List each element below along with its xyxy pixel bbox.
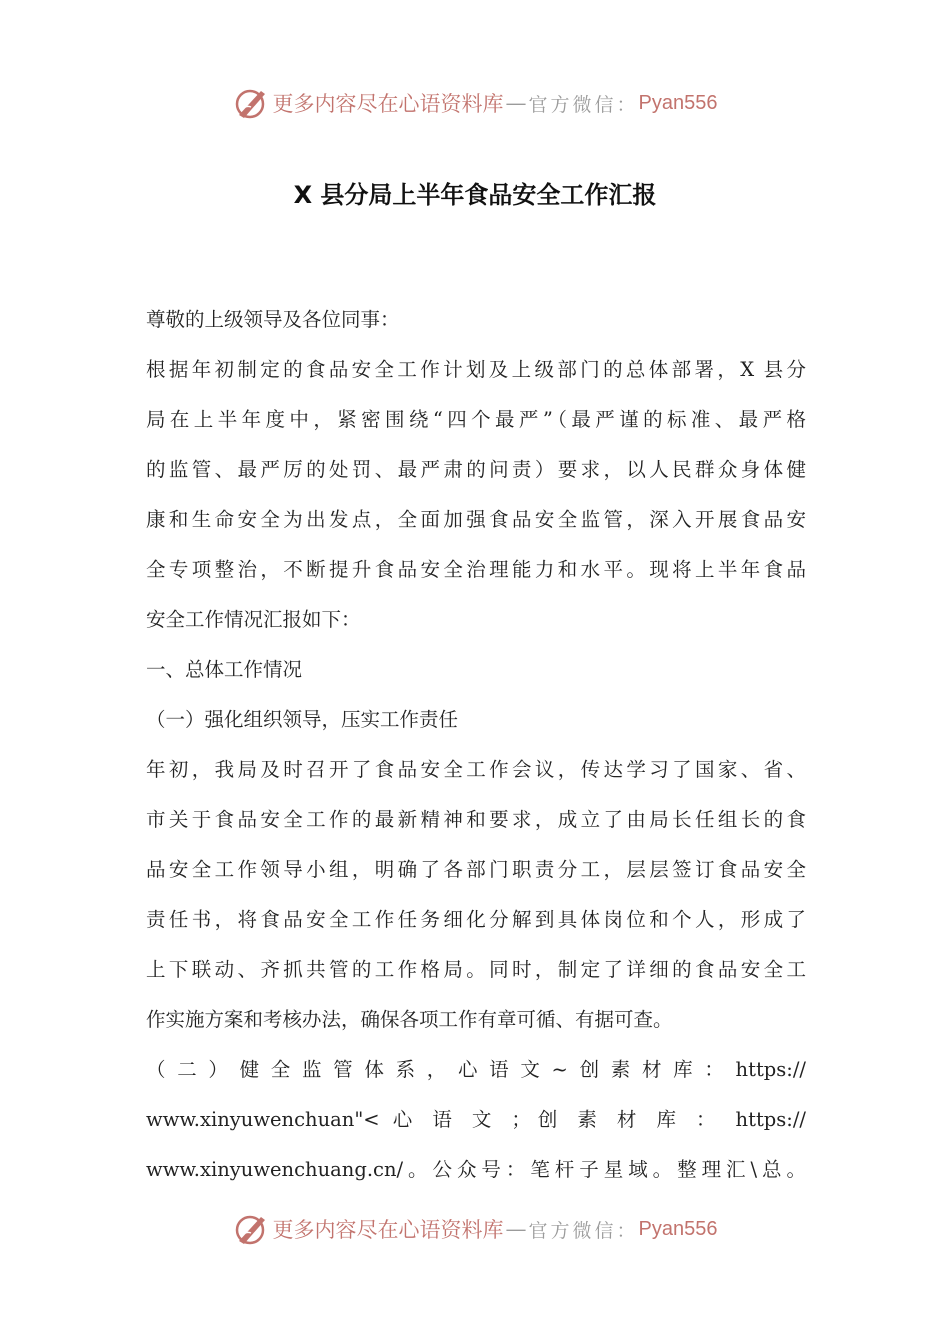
pen-logo-icon <box>233 1211 269 1247</box>
paragraph-line: www.xinyuwenchuan"< 心 语 文 ；创 素 材 库 ： https:// <box>146 1108 806 1131</box>
paragraph-line: 根据年初制定的食品安全工作计划及上级部门的总体部署，X 县分 <box>146 358 806 381</box>
paragraph-line: 作实施方案和考核办法，确保各项工作有章可循、有据可查。 <box>146 1008 673 1031</box>
document-body <box>146 295 806 1195</box>
paragraph-line: 康和生命安全为出发点，全面加强食品安全监管，深入开展食品安 <box>146 508 806 531</box>
subsection-heading: （二）健全监管体系，心语文~创素材库：https:// <box>146 1058 806 1081</box>
paragraph-line: 全专项整治，不断提升食品安全治理能力和水平。现将上半年食品 <box>146 558 806 581</box>
footer-watermark-banner <box>0 1207 950 1251</box>
paragraph-line: 的监管、最严厉的处罚、最严肃的问责）要求，以人民群众身体健 <box>146 458 806 481</box>
paragraph-line: 市关于食品安全工作的最新精神和要求，成立了由局长任组长的食 <box>146 808 806 831</box>
header-watermark-banner <box>0 81 950 125</box>
paragraph-line: 品安全工作领导小组，明确了各部门职责分工，层层签订食品安全 <box>146 858 806 881</box>
banner-label: 官方微信： <box>528 1219 639 1242</box>
banner-separator: — <box>505 91 527 115</box>
banner-wechat-id: Pyan556 <box>638 1217 718 1240</box>
banner-text: 更多内容尽在心语资料库 <box>272 92 504 116</box>
paragraph-line: www.xinyuwenchuang.cn/。公众号：笔杆子星域。整理汇\总。 <box>146 1158 806 1181</box>
banner-separator: — <box>505 1217 527 1241</box>
banner-text: 更多内容尽在心语资料库 <box>272 1218 504 1242</box>
paragraph-line: 局在上半年度中，紧密围绕“四个最严”（最严谨的标准、最严格 <box>146 408 806 431</box>
document-title: X 县分局上半年食品安全工作汇报 <box>293 181 657 209</box>
banner-wechat-id: Pyan556 <box>638 91 718 114</box>
pen-logo-icon <box>233 85 269 121</box>
section-heading: 一、总体工作情况 <box>146 658 303 681</box>
subsection-heading: （一）强化组织领导，压实工作责任 <box>146 708 459 731</box>
paragraph-line: 上下联动、齐抓共管的工作格局。同时，制定了详细的食品安全工 <box>146 958 806 981</box>
salutation: 尊敬的上级领导及各位同事： <box>146 308 400 331</box>
paragraph-line: 责任书，将食品安全工作任务细化分解到具体岗位和个人，形成了 <box>146 908 806 931</box>
paragraph-line: 安全工作情况汇报如下： <box>146 608 361 631</box>
paragraph-line: 年初，我局及时召开了食品安全工作会议，传达学习了国家、省、 <box>146 758 806 781</box>
banner-label: 官方微信： <box>528 93 639 116</box>
